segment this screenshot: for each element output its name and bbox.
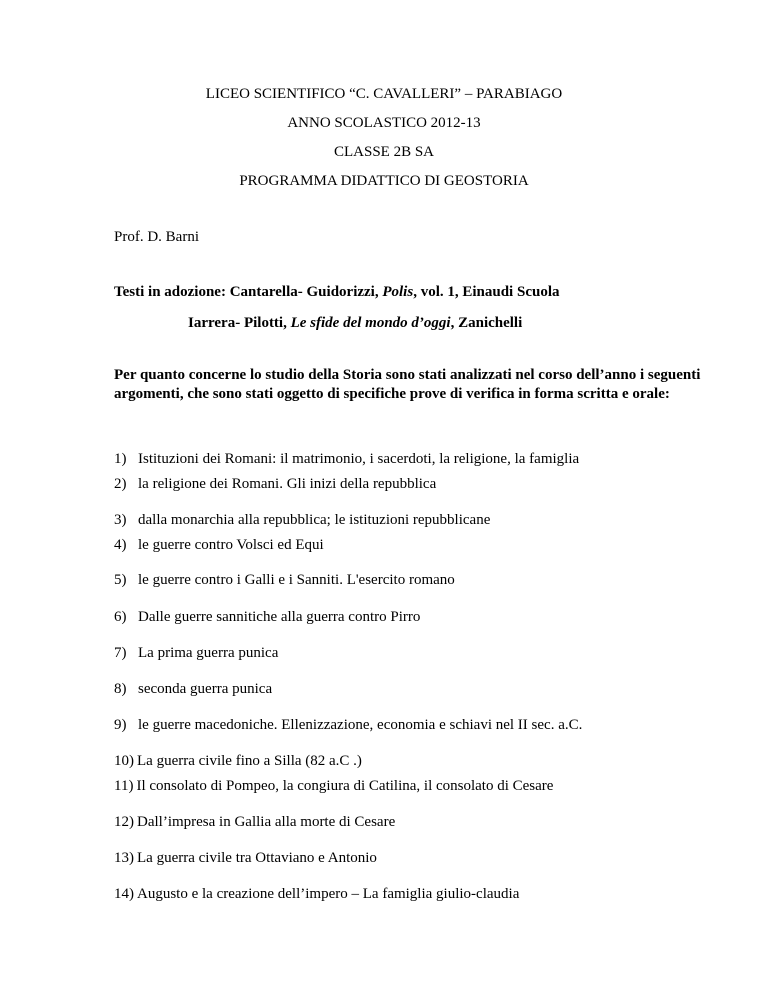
list-item-number: 5) <box>114 572 127 588</box>
list-item-text: Augusto e la creazione dell’impero – La famiglia giulio-claudia <box>137 886 520 902</box>
class-name: CLASSE 2B SA <box>333 144 435 160</box>
list-item-text: Istituzioni dei Romani: il matrimonio, i sacerdoti, la religione, la famiglia <box>138 451 580 467</box>
book1-title: Polis <box>382 284 414 300</box>
list-item-text: seconda guerra punica <box>138 681 273 697</box>
book2-publisher: , Zanichelli <box>450 315 523 331</box>
intro-paragraph: Per quanto concerne lo studio della Storia sono stati analizzati nel corso dell’anno i seguenti argomenti, che sono stati oggetto di specifiche prove di verifica in forma scritta e orale: <box>114 367 701 402</box>
list-item-text: Dalle guerre sannitiche alla guerra contro Pirro <box>138 609 421 625</box>
list-item-text: La guerra civile tra Ottaviano e Antonio <box>137 850 377 866</box>
list-item-number: 4) <box>114 537 127 553</box>
list-item <box>114 680 272 698</box>
list-item <box>114 536 324 554</box>
book2-title: Le sfide del mondo d’oggi <box>290 315 451 331</box>
list-item-number: 2) <box>114 476 127 492</box>
teacher-name: Prof. D. Barni <box>114 229 199 245</box>
list-item-number: 14) <box>114 886 134 902</box>
list-item-text: Il consolato di Pompeo, la congiura di Catilina, il consolato di Cesare <box>136 778 554 794</box>
list-item <box>114 813 395 831</box>
list-item-number: 12) <box>114 814 134 830</box>
list-item-number: 8) <box>114 681 127 697</box>
list-item-number: 3) <box>114 512 127 528</box>
list-item <box>114 571 455 589</box>
list-item-number: 13) <box>114 850 134 866</box>
list-item-number: 11) <box>114 778 134 794</box>
list-item <box>114 608 420 626</box>
list-item-number: 6) <box>114 609 127 625</box>
list-item <box>114 752 362 770</box>
list-item-text: Dall’impresa in Gallia alla morte di Cesare <box>137 814 396 830</box>
school-heading: LICEO SCIENTIFICO “C. CAVALLERI” – PARABIAGO <box>205 86 563 102</box>
list-item-number: 10) <box>114 753 134 769</box>
list-item-text: le guerre contro Volsci ed Equi <box>138 537 324 553</box>
program-title: PROGRAMMA DIDATTICO DI GEOSTORIA <box>239 173 529 189</box>
list-item <box>114 849 377 867</box>
list-item-text: La guerra civile fino a Silla (82 a.C .) <box>137 753 362 769</box>
school-year: ANNO SCOLASTICO 2012-13 <box>287 115 481 131</box>
list-item <box>114 450 579 468</box>
list-item <box>114 885 519 903</box>
textbooks-line-1 <box>114 283 559 301</box>
list-item-text: le guerre macedoniche. Ellenizzazione, economia e schiavi nel II sec. a.C. <box>138 717 583 733</box>
list-item-number: 7) <box>114 645 127 661</box>
list-item-text: dalla monarchia alla repubblica; le istituzioni repubblicane <box>138 512 491 528</box>
list-item <box>114 777 553 795</box>
list-item <box>114 511 490 529</box>
list-item <box>114 644 278 662</box>
list-item-text: la religione dei Romani. Gli inizi della repubblica <box>138 476 437 492</box>
list-item <box>114 475 436 493</box>
book1-authors: Cantarella- Guidorizzi, <box>229 284 383 300</box>
textbooks-label: Testi in adozione: <box>114 284 230 300</box>
list-item <box>114 716 582 734</box>
list-item-text: le guerre contro i Galli e i Sanniti. L'esercito romano <box>138 572 455 588</box>
book2-authors: Iarrera- Pilotti, <box>188 315 291 331</box>
textbooks-line-2 <box>188 314 522 332</box>
list-item-text: La prima guerra punica <box>138 645 279 661</box>
list-item-number: 9) <box>114 717 127 733</box>
list-item-number: 1) <box>114 451 127 467</box>
book1-publisher: , vol. 1, Einaudi Scuola <box>413 284 560 300</box>
